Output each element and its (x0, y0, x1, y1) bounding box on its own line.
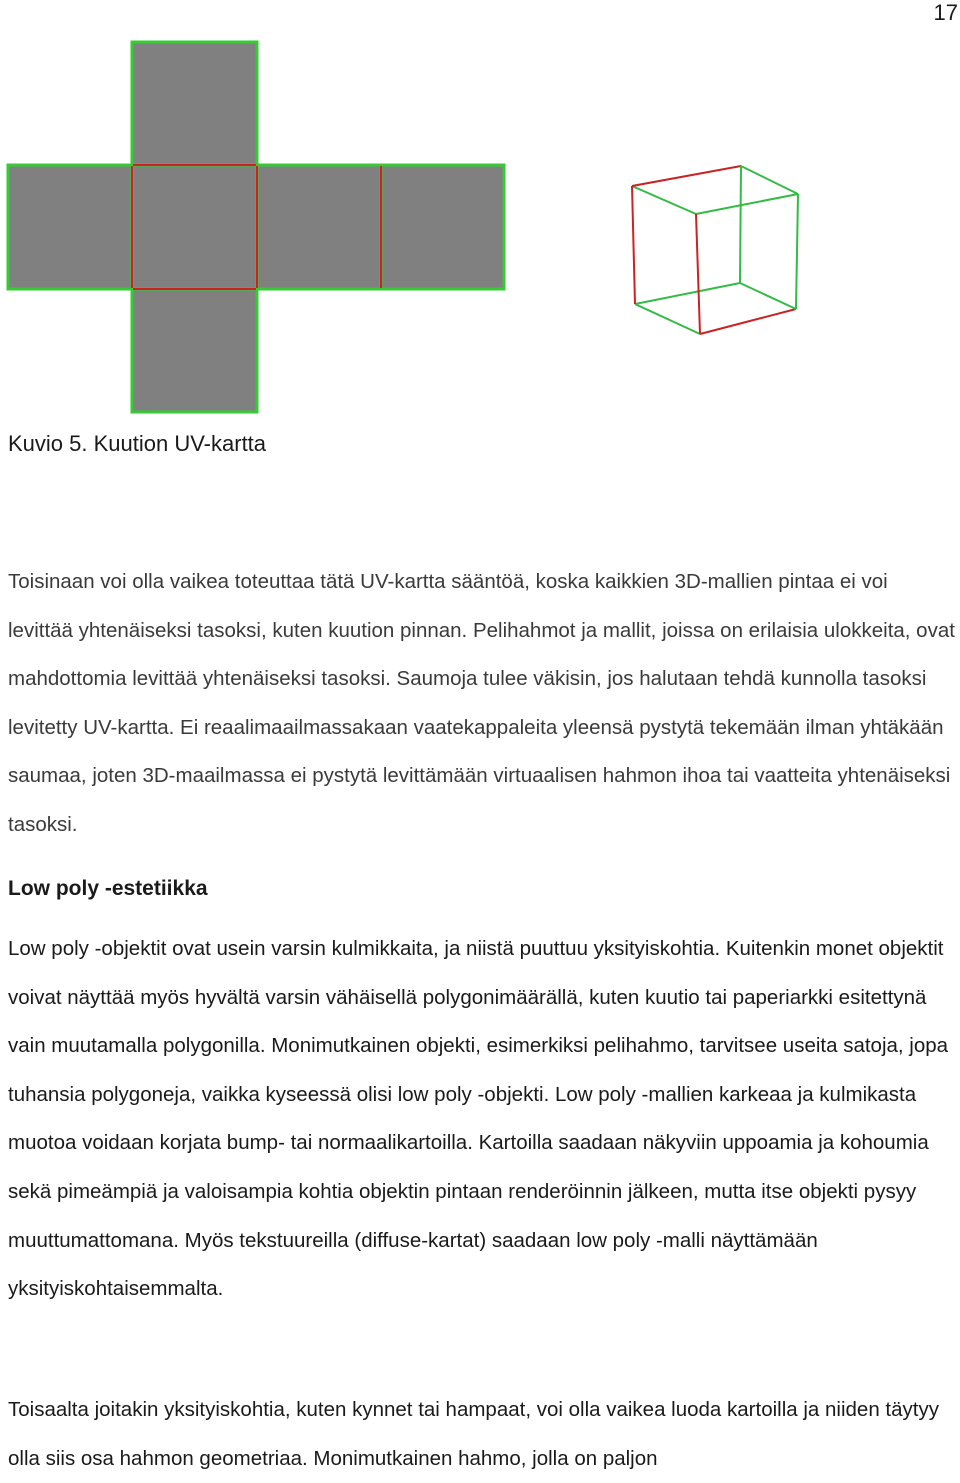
page-number: 17 (933, 0, 958, 25)
uv-face-center (132, 165, 257, 289)
paragraph-details: Toisaalta joitakin yksityiskohtia, kuten kynnet tai hampaat, voi olla vaikea luoda kartoilla ja niiden täytyy olla siis osa hahmon geometriaa. Monimutkainen hahmo, jolla on paljon (8, 1398, 939, 1470)
uv-face-right (257, 165, 381, 289)
section-heading: Low poly -estetiikka (8, 877, 208, 900)
uv-cross-unwrap (8, 42, 504, 412)
uv-face-bottom (132, 289, 257, 412)
wireframe-cube (632, 166, 798, 334)
uv-face-left (8, 165, 132, 289)
uv-face-top (132, 42, 257, 165)
figure-caption: Kuvio 5. Kuution UV-kartta (8, 431, 267, 456)
uv-face-far-right (381, 165, 504, 289)
paragraph-low-poly: Low poly -objektit ovat usein varsin kulmikkaita, ja niistä puuttuu yksityiskohtia. Kuitenkin monet objektit voivat näyttää myös hyvältä varsin vähäisellä polygonimäärällä, kuten kuutio tai paperiarkki esitettynä vain muutamalla polygonilla. Monimutkainen objekti, esimerkiksi pelihahmo, tarvitsee useita satoja, jopa tuhansia polygoneja, vaikka kyseessä olisi low poly -objekti. Low poly -mallien karkeaa ja kulmikasta muotoa voidaan korjata bump- tai normaalikartoilla. Kartoilla saadaan näkyviin uppoamia ja kohoumia sekä pimeämpiä ja valoisampia kohtia objektin pintaan renderöinnin jälkeen, mutta itse objekti pysyy muuttumattomana. Myös tekstuureilla (diffuse-kartat) saadaan low poly -malli näyttämään yksityiskohtaisemmalta. (8, 937, 949, 1301)
uv-map-figure (0, 0, 960, 420)
paragraph-uv-seams: Toisinaan voi olla vaikea toteuttaa tätä UV-kartta sääntöä, koska kaikkien 3D-mallien pintaa ei voi levittää yhtenäiseksi tasoksi, kuten kuution pinnan. Pelihahmot ja mallit, joissa on erilaisia ulokkeita, ovat mahdottomia levittää yhtenäiseksi tasoksi. Saumoja tulee väkisin, jos halutaan tehdä kunnolla tasoksi levitetty UV-kartta. Ei reaalimaailmassakaan vaatekappaleita yleensä pystytä tekemään ilman yhtäkään saumaa, joten 3D-maailmassa ei pystytä levittämään virtuaalisen hahmon ihoa tai vaatteita yhtenäiseksi tasoksi. (8, 570, 955, 836)
